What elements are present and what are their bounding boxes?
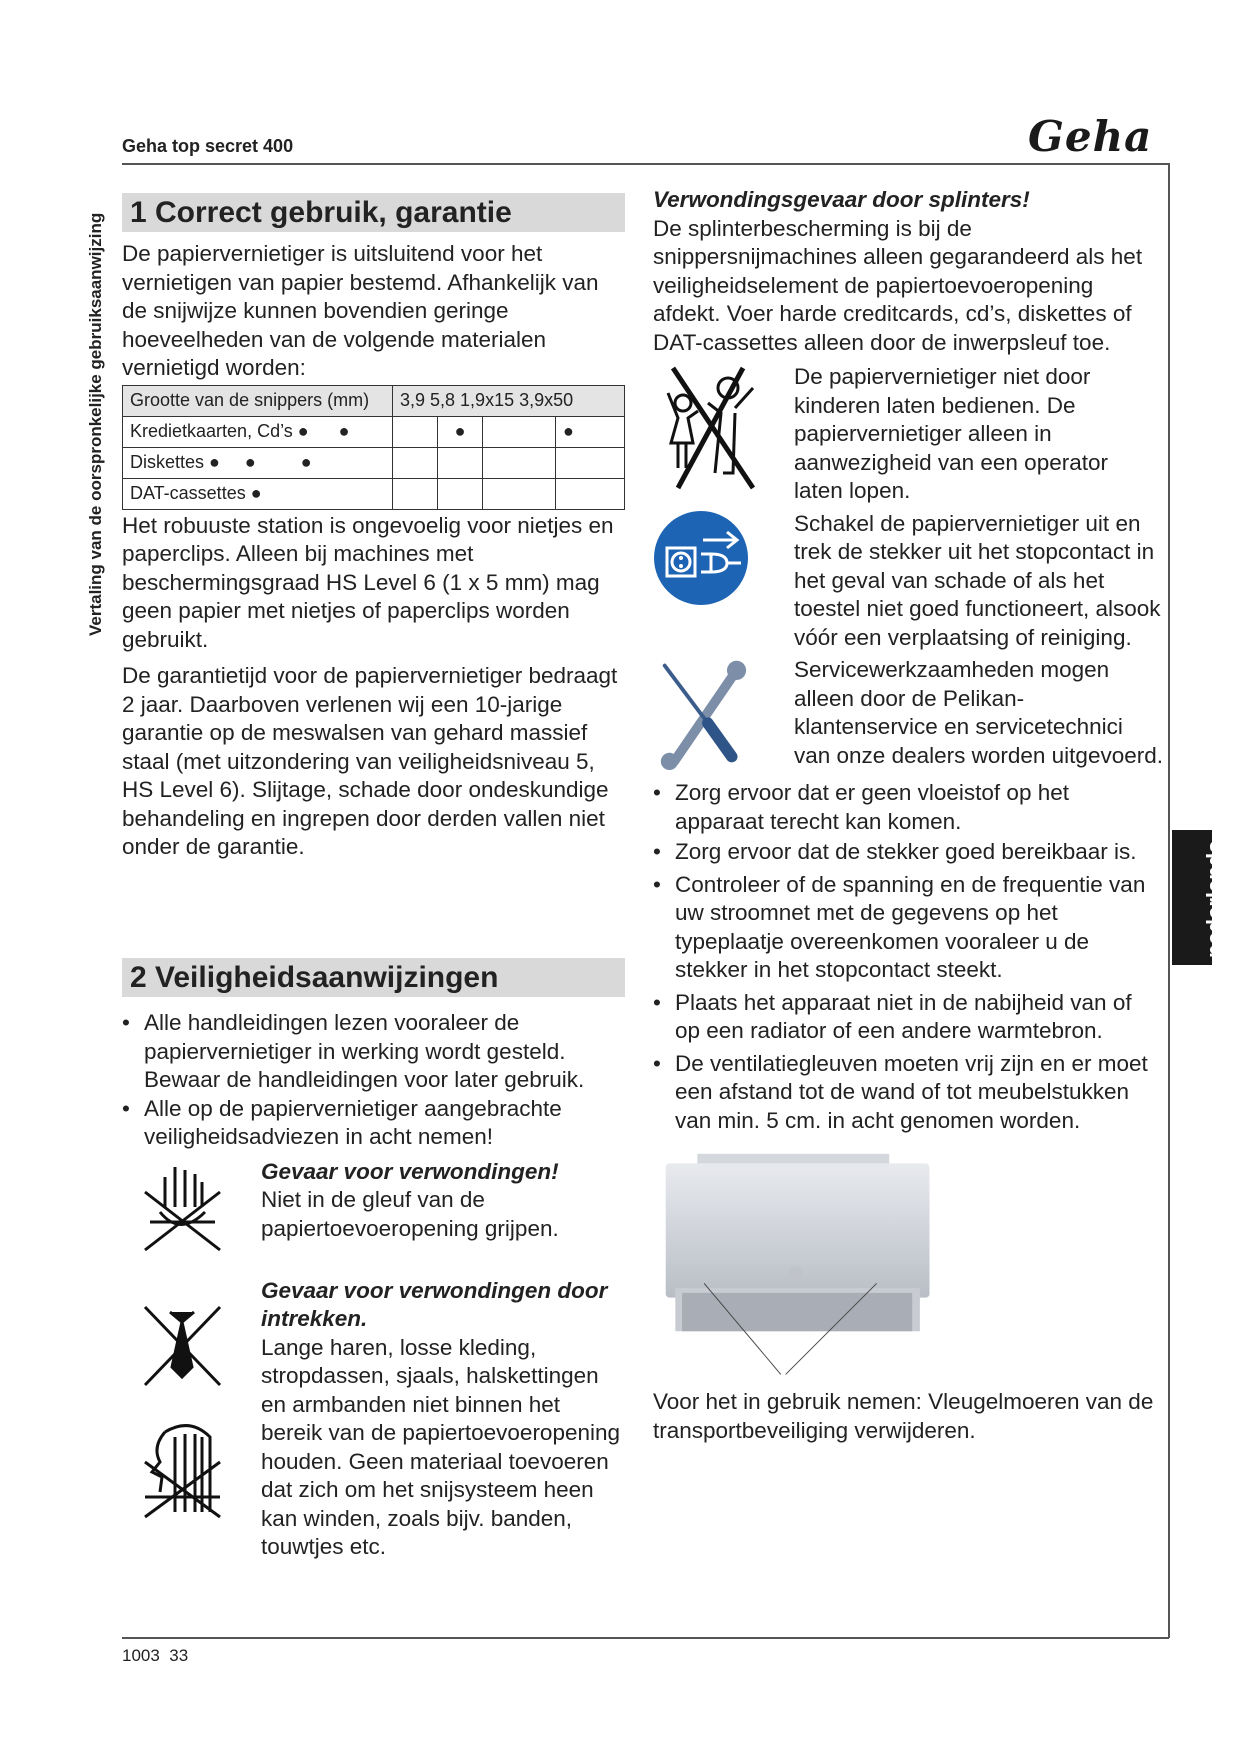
no-children-icon bbox=[653, 363, 763, 493]
page-number: 33 bbox=[169, 1646, 189, 1665]
icon-column bbox=[122, 1158, 261, 1257]
side-label: Vertaling van de oorspronkelijke gebruiksaanwijzing bbox=[86, 212, 105, 636]
section-heading: 1 Correct gebruik, garantie bbox=[122, 193, 625, 232]
language-tab bbox=[1172, 830, 1227, 965]
table-row bbox=[123, 478, 625, 509]
hair-entanglement-warning-icon bbox=[140, 1422, 225, 1522]
table-cell: ● bbox=[438, 416, 483, 447]
tools-icon bbox=[653, 656, 753, 771]
document-title: Geha top secret 400 bbox=[122, 136, 294, 156]
table-cell bbox=[483, 416, 556, 447]
warning-block bbox=[261, 1158, 625, 1244]
tie-entanglement-warning-icon bbox=[140, 1297, 225, 1392]
table-cell: ● bbox=[556, 416, 625, 447]
warning-title: Gevaar voor verwondingen! bbox=[261, 1158, 559, 1184]
section-2 bbox=[122, 958, 625, 1562]
list-item bbox=[122, 1009, 625, 1095]
table-cell bbox=[483, 447, 556, 478]
language-tab-label: nederlands bbox=[1202, 840, 1227, 958]
list-item: • Plaats het apparaat niet in de nabijheid van of op een radiator of een andere warmtebron. bbox=[653, 989, 1153, 1046]
list-item bbox=[122, 1095, 625, 1152]
warning-row bbox=[122, 1277, 625, 1562]
table-cell bbox=[393, 416, 438, 447]
table-cell bbox=[556, 447, 625, 478]
section-heading: 2 Veiligheidsaanwijzingen bbox=[122, 958, 625, 997]
warning-title: Gevaar voor verwondingen door intrekken. bbox=[261, 1277, 608, 1331]
precaution-list bbox=[653, 779, 1153, 1135]
unplug-icon bbox=[653, 510, 749, 606]
warning-text: Niet in de gleuf van de papiertoevoeropening grijpen. bbox=[261, 1187, 559, 1241]
list-text: • Alle op de papiervernietiger aangebrachte veiligheidsadviezen in acht nemen! bbox=[144, 1095, 562, 1149]
table-cell: Diskettes ● ● ● bbox=[123, 447, 393, 478]
divider bbox=[122, 163, 1170, 165]
icon-column bbox=[653, 363, 794, 493]
list-text: Bewaar de handleidingen voor later gebruik. bbox=[144, 1067, 585, 1092]
warning-text: Lange haren, losse kleding, stropdassen, sjaals, halskettingen en armbanden niet binnen het bereik van de papiertoevoeropening houden. Geen materiaal toevoeren dat zich om het snijsysteem heen kan winden, zoals bijv. banden, touwtjes etc. bbox=[261, 1334, 621, 1559]
table-header-row bbox=[123, 385, 625, 416]
table-cell: Grootte van de snippers (mm) bbox=[123, 385, 393, 416]
splinter-warning bbox=[653, 186, 1163, 357]
list-item: • Zorg ervoor dat er geen vloeistof op het apparaat terecht kan komen. bbox=[653, 779, 1153, 836]
list-item: • De ventilatiegleuven moeten vrij zijn en er moet een afstand tot de wand of tot meubelstukken van min. 5 cm. in acht genomen worden. bbox=[653, 1050, 1153, 1136]
shredder-photo bbox=[655, 1149, 945, 1384]
list-text: • Alle handleidingen lezen vooraleer de papiervernietiger in werking wordt gesteld. bbox=[144, 1010, 566, 1064]
safety-list bbox=[122, 1009, 625, 1152]
paragraph: De garantietijd voor de papiervernietiger bedraagt 2 jaar. Daarboven verlenen wij een 10-jarige garantie op de meswalsen van gehard massief staal (met uitzondering van veiligheidsniveau 5, HS Level 6). Slijtage, schade door ondeskundige behandeling en ingrepen door derden vallen niet onder de garantie. bbox=[122, 663, 618, 859]
table-row bbox=[123, 416, 625, 447]
warning-block bbox=[261, 1277, 625, 1562]
unplug-instruction-text: Schakel de papiervernietiger uit en trek de stekker uit het stopcontact in het geval van schade of als het toestel niet goed functioneert, alsook vóór een verplaatsing of reiniging. bbox=[794, 510, 1161, 650]
list-item: • Controleer of de spanning en de frequentie van uw stroomnet met de gegevens op het typeplaatje overeenkomen vooraleer u de stekker in het stopcontact steekt. bbox=[653, 871, 1153, 985]
children-warning-text: De papiervernietiger niet door kinderen laten bedienen. De papiervernietiger alleen in aanwezigheid van een operator laten lopen. bbox=[794, 364, 1108, 503]
hand-in-slot-warning-icon bbox=[140, 1162, 225, 1257]
table-cell bbox=[393, 447, 438, 478]
paragraph: De papiervernietiger is uitsluitend voor het vernietigen van papier bestemd. Afhankelijk van de snijwijze kunnen bovendien geringe hoeveelheden van de volgende materialen vernietigd worden: bbox=[122, 241, 599, 380]
table-cell bbox=[438, 478, 483, 509]
table-cell: DAT-cassettes ● bbox=[123, 478, 393, 509]
doc-code: 1003 bbox=[122, 1646, 160, 1665]
right-column bbox=[653, 186, 1163, 1445]
divider bbox=[1168, 163, 1170, 1638]
unplug-row bbox=[653, 510, 1163, 653]
table-cell bbox=[556, 478, 625, 509]
children-row bbox=[653, 363, 1163, 506]
paragraph: De splinterbescherming is bij de snippersnijmachines alleen gegarandeerd als het veiligheidselement de papiertoevoeropening afdekt. Voer harde creditcards, cd’s, diskettes of DAT-cassettes alleen door de inwerpsleuf toe. bbox=[653, 215, 1143, 355]
service-text: Servicewerkzaamheden mogen alleen door de Pelikan-klantenservice en servicetechnici van onze dealers worden uitgevoerd. bbox=[794, 657, 1163, 768]
table-cell: 3,9 5,8 1,9x15 3,9x50 bbox=[393, 385, 625, 416]
icon-column bbox=[653, 656, 794, 771]
table-cell bbox=[438, 447, 483, 478]
divider bbox=[122, 1637, 1169, 1639]
service-row bbox=[653, 656, 1163, 771]
warning-title: Verwondingsgevaar door splinters! bbox=[653, 187, 1030, 212]
table-cell: Kredietkaarten, Cd’s ● ● bbox=[123, 416, 393, 447]
icon-column bbox=[653, 510, 794, 606]
table-cell bbox=[393, 478, 438, 509]
icon-column bbox=[122, 1277, 261, 1522]
warning-row bbox=[122, 1158, 625, 1257]
paragraph: Het robuuste station is ongevoelig voor nietjes en paperclips. Alleen bij machines met beschermingsgraad HS Level 6 (1 x 5 mm) mag geen papier met nietjes of paperclips worden gebruikt. bbox=[122, 512, 614, 652]
table-row bbox=[123, 447, 625, 478]
section-1 bbox=[122, 193, 625, 862]
table-cell bbox=[483, 478, 556, 509]
list-item: • Zorg ervoor dat de stekker goed bereikbaar is. bbox=[653, 838, 1153, 867]
footer bbox=[122, 1646, 188, 1666]
shred-size-table bbox=[122, 385, 625, 510]
geha-logo: Geha bbox=[1028, 112, 1153, 161]
photo-caption: Voor het in gebruik nemen: Vleugelmoeren van de transportbeveiliging verwijderen. bbox=[653, 1389, 1154, 1443]
